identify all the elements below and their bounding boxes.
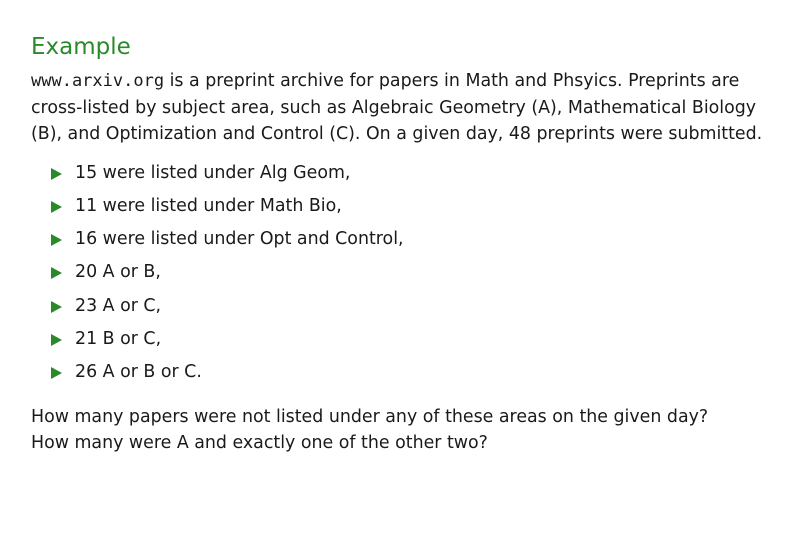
list-item: 20 A or B,: [31, 256, 781, 289]
question-2: How many were A and exactly one of the other two?: [31, 433, 488, 454]
list-item: 26 A or B or C.: [31, 356, 781, 389]
list-item: 16 were listed under Opt and Control,: [31, 223, 781, 256]
list-item: 23 A or C,: [31, 290, 781, 323]
bullet-triangle-icon: [51, 334, 62, 346]
slide: [31, 30, 781, 457]
bullet-triangle-icon: [51, 367, 62, 379]
bullet-triangle-icon: [51, 301, 62, 313]
bullet-triangle-icon: [51, 234, 62, 246]
arxiv-url: www.arxiv.org: [31, 71, 165, 91]
bullet-triangle-icon: [51, 201, 62, 213]
questions: [31, 404, 781, 457]
question-1: How many papers were not listed under any of these areas on the given day?: [31, 406, 709, 427]
slide-title: Example: [31, 34, 131, 60]
bullet-triangle-icon: [51, 267, 62, 279]
intro-text: is a preprint archive for papers in Math and Phsyics. Preprints are cross-listed by subject area, such as Algebraic Geometry (A), Mathematical Biology (B), and Optimization and Control (C). On a given day, 48 preprints were submitted.: [31, 71, 763, 144]
list-item: 11 were listed under Math Bio,: [31, 190, 781, 223]
list-item: 15 were listed under Alg Geom,: [31, 157, 781, 190]
count-list: [31, 157, 781, 390]
list-item: 21 B or C,: [31, 323, 781, 356]
bullet-triangle-icon: [51, 168, 62, 180]
intro-paragraph: [31, 68, 781, 148]
